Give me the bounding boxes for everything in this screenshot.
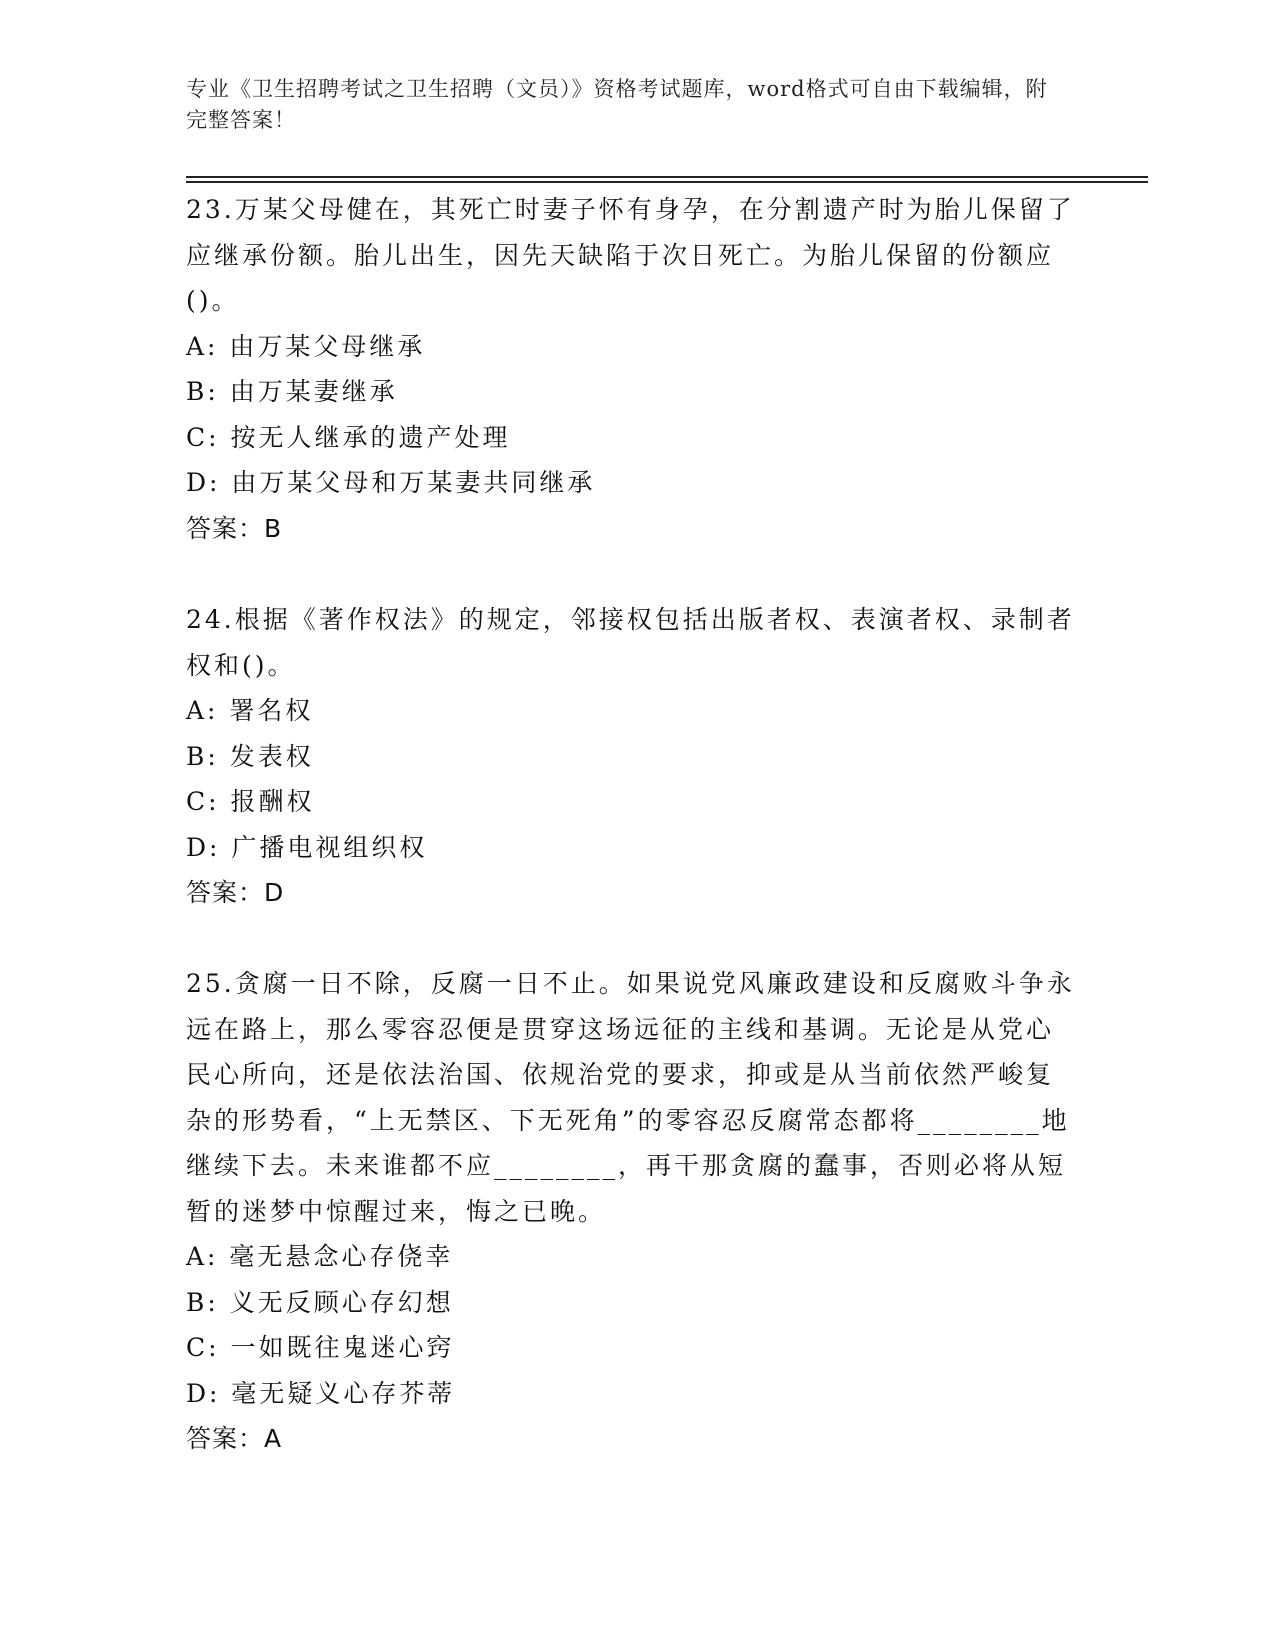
header-divider-top xyxy=(186,176,1148,178)
option-d: D: 广播电视组织权 xyxy=(186,832,428,862)
document-header: 专业《卫生招聘考试之卫生招聘（文员）》资格考试题库，word格式可自由下载编辑，附完整答案！ xyxy=(186,77,1048,132)
option-b: B: 由万某妻继承 xyxy=(186,377,398,406)
option-c: C: 一如既往鬼迷心窍 xyxy=(186,1333,455,1362)
answer: 答案：B xyxy=(186,513,283,543)
option-c: C: 按无人继承的遗产处理 xyxy=(186,422,511,452)
option-b: B: 义无反顾心存幻想 xyxy=(186,1287,454,1317)
header-divider-bottom xyxy=(186,181,1148,183)
question-25 xyxy=(186,961,1076,1462)
question-24 xyxy=(186,597,1076,916)
answer: 答案：A xyxy=(186,1424,283,1453)
option-a: A: 毫无悬念心存侥幸 xyxy=(186,1242,454,1271)
option-a: A: 署名权 xyxy=(186,696,314,725)
question-stem: 24.根据《著作权法》的规定，邻接权包括出版者权、表演者权、录制者权和()。 xyxy=(186,605,1075,680)
option-d: D: 毫无疑义心存芥蒂 xyxy=(186,1378,456,1408)
option-d: D: 由万某父母和万某妻共同继承 xyxy=(186,468,596,497)
option-c: C: 报酬权 xyxy=(186,787,315,816)
question-23 xyxy=(186,187,1076,551)
question-stem: 25.贪腐一日不除，反腐一日不止。如果说党风廉政建设和反腐败斗争永远在路上，那么零容忍便是贯穿这场远征的主线和基调。无论是从党心民心所向，还是依法治国、依规治党的要求，抑或是从当前依然严峻复杂的形势看，“上无禁区、下无死角”的零容忍反腐常态都将________地继续下去。未来谁都不应________，再干那贪腐的蠢事，否则必将从短暂的迷梦中惊醒过来，悔之已晚。 xyxy=(186,969,1075,1226)
answer: 答案：D xyxy=(186,878,285,907)
question-stem: 23.万某父母健在，其死亡时妻子怀有身孕，在分割遗产时为胎儿保留了应继承份额。胎儿出生，因先天缺陷于次日死亡。为胎儿保留的份额应()。 xyxy=(186,195,1075,315)
option-a: A: 由万某父母继承 xyxy=(186,331,426,361)
option-b: B: 发表权 xyxy=(186,741,314,771)
